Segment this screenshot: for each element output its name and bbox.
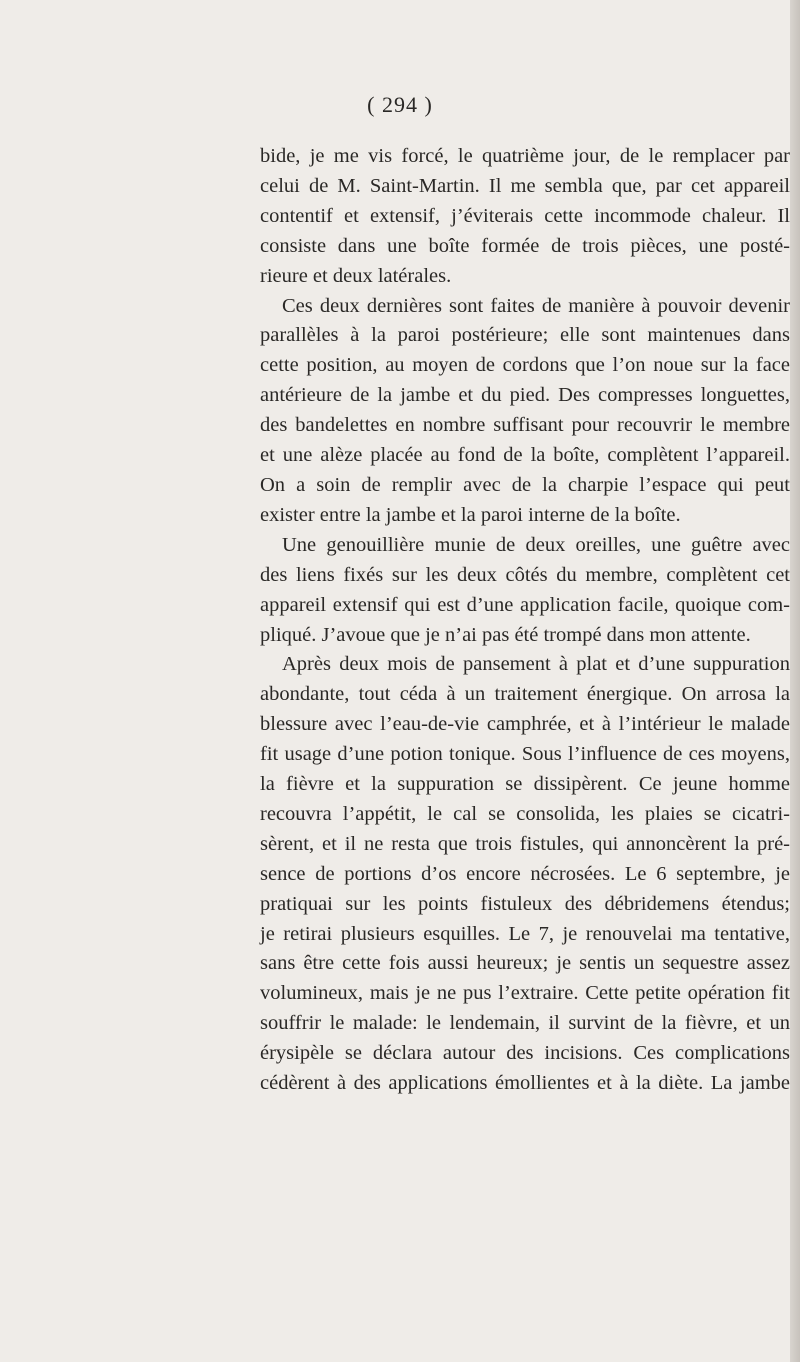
text-line: blessure avec l’eau-de-vie camphrée, et à l’intérieur le malade <box>260 713 790 736</box>
text-line: et une alèze placée au fond de la boîte, complètent l’appareil. <box>260 444 790 467</box>
text-line: Une genouillière munie de deux oreilles, une guêtre avec <box>282 533 790 556</box>
text-line: contentif et extensif, j’éviterais cette incommode chaleur. Il <box>260 204 790 227</box>
text-line: bide, je me vis forcé, le quatrième jour, de le remplacer par <box>260 145 790 167</box>
text-line: sèrent, et il ne resta que trois fistules, qui annoncèrent la pré- <box>260 832 790 855</box>
text-line: Ces deux dernières sont faites de manière à pouvoir devenir <box>282 294 790 317</box>
text-line: antérieure de la jambe et du pied. Des compresses longuettes, <box>260 384 790 407</box>
text-line: exister entre la jambe et la paroi interne de la boîte. <box>260 503 681 526</box>
text-line: volumineux, mais je ne pus l’extraire. Cette petite opération fit <box>260 982 790 1005</box>
text-line: la fièvre et la suppuration se dissipèrent. Ce jeune homme <box>260 773 790 796</box>
page-number: ( 294 ) <box>367 92 433 117</box>
text-line: appareil extensif qui est d’une application facile, quoique com- <box>260 593 790 616</box>
text-line: sence de portions d’os encore nécrosées. Le 6 septembre, je <box>260 862 790 885</box>
text-line: consiste dans une boîte formée de trois pièces, une posté- <box>260 234 790 257</box>
body-text <box>260 142 790 1099</box>
page-edge <box>790 0 800 1362</box>
text-line: parallèles à la paroi postérieure; elle sont maintenues dans <box>260 324 790 347</box>
text-line: des bandelettes en nombre suffisant pour recouvrir le membre <box>260 414 790 437</box>
text-line: abondante, tout céda à un traitement énergique. On arrosa la <box>260 683 790 706</box>
text-line: je retirai plusieurs esquilles. Le 7, je renouvelai ma tentative, <box>260 922 790 945</box>
text-line: pratiquai sur les points fistuleux des débridemens étendus; <box>260 892 790 915</box>
text-line: des liens fixés sur les deux côtés du membre, complètent cet <box>260 563 790 586</box>
text-line: fit usage d’une potion tonique. Sous l’influence de ces moyens, <box>260 743 790 766</box>
text-line: celui de M. Saint-Martin. Il me sembla que, par cet appareil <box>260 174 790 197</box>
text-line: érysipèle se déclara autour des incisions. Ces complications <box>260 1042 790 1065</box>
text-line: sans être cette fois aussi heureux; je sentis un sequestre assez <box>260 952 790 975</box>
text-line: souffrir le malade: le lendemain, il survint de la fièvre, et un <box>260 1012 790 1035</box>
text-line: rieure et deux latérales. <box>260 264 452 287</box>
text-line: Après deux mois de pansement à plat et d’une suppuration <box>282 653 790 676</box>
text-line: cette position, au moyen de cordons que l’on noue sur la face <box>260 354 790 377</box>
text-line: cédèrent à des applications émollientes et à la diète. La jambe <box>260 1072 790 1095</box>
text-line: On a soin de remplir avec de la charpie l’espace qui peut <box>260 473 790 496</box>
text-line: pliqué. J’avoue que je n’ai pas été trompé dans mon attente. <box>260 623 751 646</box>
text-line: recouvra l’appétit, le cal se consolida, les plaies se cicatri- <box>260 802 790 825</box>
